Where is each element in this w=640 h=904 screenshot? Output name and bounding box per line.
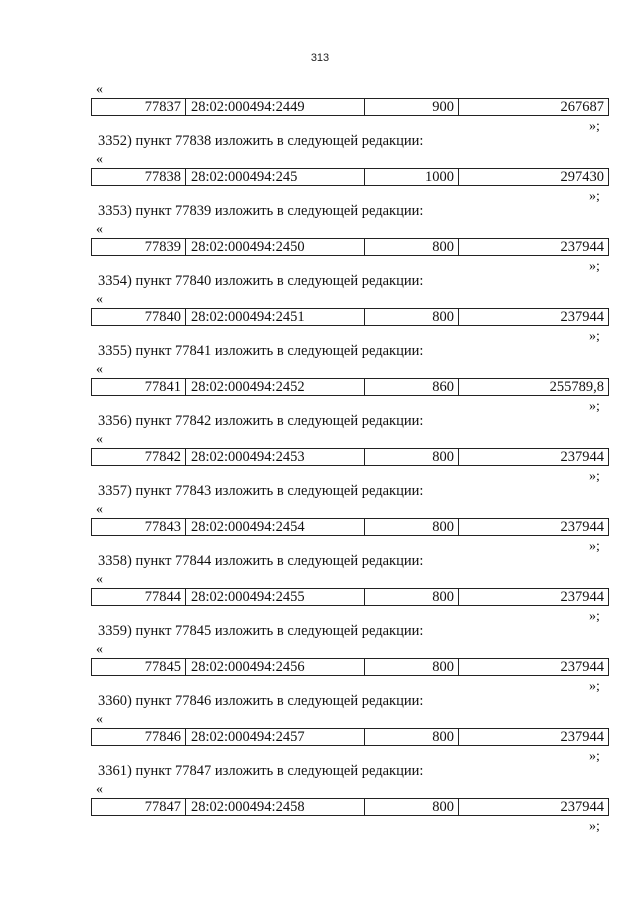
area-cell: 800 — [365, 589, 459, 605]
value-cell: 237944 — [560, 799, 604, 815]
opening-quote: « — [96, 362, 103, 377]
table-row — [91, 448, 609, 466]
item-number-cell: 77837 — [92, 99, 186, 115]
closing-quote: »; — [589, 819, 600, 834]
item-number-cell: 77838 — [92, 169, 186, 185]
amendment-heading: 3361) пункт 77847 изложить в следующей редакции: — [98, 763, 424, 779]
value-cell: 237944 — [560, 449, 604, 465]
cadastral-number-cell: 28:02:000494:245 — [186, 169, 365, 185]
table-row — [91, 378, 609, 396]
item-number-cell: 77847 — [92, 799, 186, 815]
amendment-heading: 3357) пункт 77843 изложить в следующей редакции: — [98, 483, 424, 499]
value-cell: 267687 — [560, 99, 604, 115]
amendment-heading: 3353) пункт 77839 изложить в следующей редакции: — [98, 203, 424, 219]
closing-quote: »; — [589, 189, 600, 204]
item-number-cell: 77843 — [92, 519, 186, 535]
value-cell: 237944 — [560, 519, 604, 535]
value-cell: 237944 — [560, 659, 604, 675]
cadastral-number-cell: 28:02:000494:2458 — [186, 799, 365, 815]
table-row — [91, 98, 609, 116]
opening-quote: « — [96, 782, 103, 797]
area-cell: 800 — [365, 519, 459, 535]
cadastral-number-cell: 28:02:000494:2457 — [186, 729, 365, 745]
area-cell: 800 — [365, 239, 459, 255]
area-cell: 800 — [365, 309, 459, 325]
item-number-cell: 77845 — [92, 659, 186, 675]
amendment-heading: 3359) пункт 77845 изложить в следующей редакции: — [98, 623, 424, 639]
table-row — [91, 728, 609, 746]
value-cell: 237944 — [560, 239, 604, 255]
table-row — [91, 308, 609, 326]
opening-quote: « — [96, 572, 103, 587]
area-cell: 800 — [365, 799, 459, 815]
area-cell: 800 — [365, 729, 459, 745]
closing-quote: »; — [589, 119, 600, 134]
cadastral-number-cell: 28:02:000494:2455 — [186, 589, 365, 605]
table-row — [91, 658, 609, 676]
value-cell: 237944 — [560, 589, 604, 605]
cadastral-number-cell: 28:02:000494:2452 — [186, 379, 365, 395]
amendment-heading: 3352) пункт 77838 изложить в следующей редакции: — [98, 133, 424, 149]
area-cell: 1000 — [365, 169, 459, 185]
opening-quote: « — [96, 502, 103, 517]
closing-quote: »; — [589, 679, 600, 694]
cadastral-number-cell: 28:02:000494:2454 — [186, 519, 365, 535]
amendment-heading: 3358) пункт 77844 изложить в следующей редакции: — [98, 553, 424, 569]
item-number-cell: 77841 — [92, 379, 186, 395]
item-number-cell: 77839 — [92, 239, 186, 255]
closing-quote: »; — [589, 469, 600, 484]
item-number-cell: 77842 — [92, 449, 186, 465]
amendment-heading: 3355) пункт 77841 изложить в следующей редакции: — [98, 343, 424, 359]
closing-quote: »; — [589, 259, 600, 274]
value-cell: 255789,8 — [549, 379, 604, 395]
opening-quote: « — [96, 82, 103, 97]
amendment-heading: 3360) пункт 77846 изложить в следующей редакции: — [98, 693, 424, 709]
amendment-heading: 3354) пункт 77840 изложить в следующей редакции: — [98, 273, 424, 289]
cadastral-number-cell: 28:02:000494:2451 — [186, 309, 365, 325]
cadastral-number-cell: 28:02:000494:2450 — [186, 239, 365, 255]
closing-quote: »; — [589, 749, 600, 764]
opening-quote: « — [96, 432, 103, 447]
closing-quote: »; — [589, 609, 600, 624]
area-cell: 900 — [365, 99, 459, 115]
item-number-cell: 77846 — [92, 729, 186, 745]
table-row — [91, 238, 609, 256]
item-number-cell: 77844 — [92, 589, 186, 605]
value-cell: 297430 — [560, 169, 604, 185]
opening-quote: « — [96, 292, 103, 307]
opening-quote: « — [96, 642, 103, 657]
cadastral-number-cell: 28:02:000494:2449 — [186, 99, 365, 115]
closing-quote: »; — [589, 539, 600, 554]
amendment-heading: 3356) пункт 77842 изложить в следующей редакции: — [98, 413, 424, 429]
area-cell: 800 — [365, 449, 459, 465]
table-row — [91, 168, 609, 186]
opening-quote: « — [96, 152, 103, 167]
value-cell: 237944 — [560, 729, 604, 745]
opening-quote: « — [96, 712, 103, 727]
item-number-cell: 77840 — [92, 309, 186, 325]
table-row — [91, 518, 609, 536]
page-number: 313 — [310, 52, 330, 64]
table-row — [91, 588, 609, 606]
cadastral-number-cell: 28:02:000494:2456 — [186, 659, 365, 675]
closing-quote: »; — [589, 399, 600, 414]
closing-quote: »; — [589, 329, 600, 344]
table-row — [91, 798, 609, 816]
opening-quote: « — [96, 222, 103, 237]
area-cell: 800 — [365, 659, 459, 675]
cadastral-number-cell: 28:02:000494:2453 — [186, 449, 365, 465]
value-cell: 237944 — [560, 309, 604, 325]
area-cell: 860 — [365, 379, 459, 395]
